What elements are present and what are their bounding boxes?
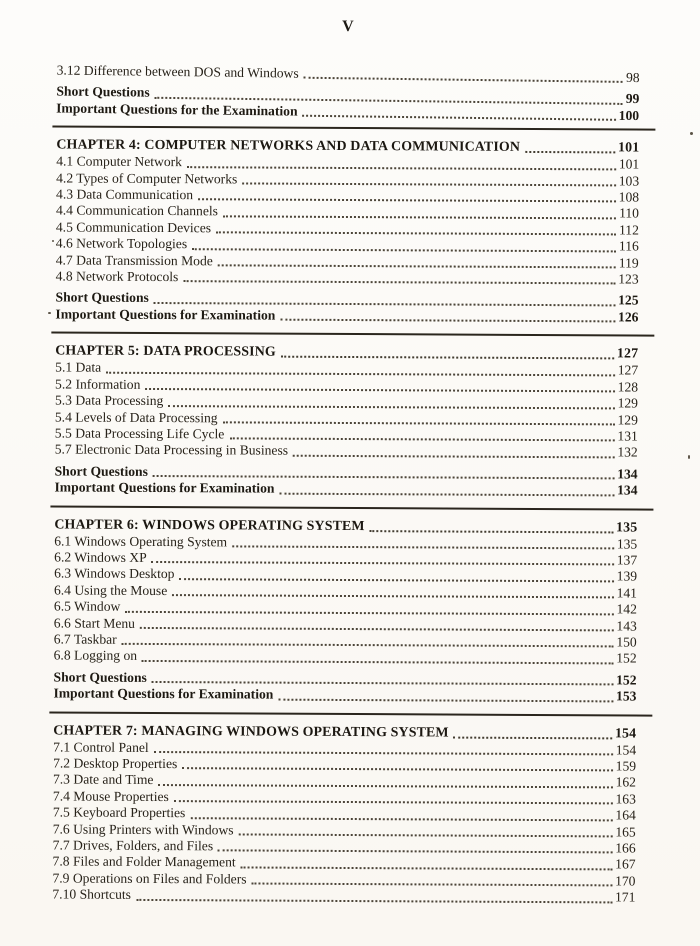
toc-section	[53, 516, 637, 705]
toc-entry-page-number: 154	[615, 742, 637, 758]
section-divider-rule	[50, 505, 653, 510]
toc-entry	[55, 442, 638, 461]
chapter-heading-label: CHAPTER 6: WINDOWS OPERATING SYSTEM	[54, 516, 365, 534]
dot-leader	[239, 833, 613, 837]
dot-leader	[525, 151, 615, 153]
toc-entry-page-number: 129	[617, 395, 639, 411]
toc-entry-page-number: 167	[615, 856, 636, 872]
toc-entry-page-number: 125	[618, 292, 639, 308]
toc-entry-label: Important Questions for the Examination	[56, 100, 298, 119]
dot-leader	[172, 594, 613, 598]
toc-entry-page-number: 152	[616, 650, 637, 666]
toc-entry-label: Short Questions	[54, 463, 148, 479]
dot-leader	[370, 530, 613, 533]
dot-leader	[190, 817, 612, 821]
dot-leader	[293, 454, 614, 458]
toc-entry-page-number: 108	[618, 189, 640, 205]
toc-content	[52, 16, 640, 906]
dot-leader	[241, 866, 613, 870]
toc-entry-label: Short Questions	[53, 669, 147, 685]
toc-entry-label: 5.5 Data Processing Life Cycle	[54, 425, 225, 442]
toc-entry-label: 5.1 Data	[55, 359, 102, 375]
toc-entry-page-number: 171	[614, 889, 636, 905]
dot-leader	[223, 215, 616, 219]
dot-leader	[154, 751, 613, 755]
dot-leader	[223, 421, 615, 425]
chapter-heading-label: CHAPTER 5: DATA PROCESSING	[55, 343, 276, 360]
dot-leader	[153, 475, 614, 479]
toc-entry-label: 4.7 Data Transmission Mode	[55, 252, 213, 268]
dot-leader	[145, 388, 614, 392]
toc-entry-label: 6.5 Window	[53, 598, 121, 614]
toc-entry	[54, 480, 637, 499]
toc-entry-label: 4.6 Network Topologies	[55, 235, 188, 252]
toc-entry-page-number: 129	[617, 411, 638, 428]
toc-entry-page-number: 153	[616, 688, 637, 704]
toc-entry-label: 6.6 Start Menu	[53, 615, 136, 631]
scan-speck	[690, 132, 693, 135]
dot-leader	[242, 182, 615, 186]
toc-entry-page-number: 126	[618, 309, 639, 325]
toc-entry-page-number: 141	[616, 585, 638, 601]
toc-entry-page-number: 165	[615, 824, 636, 840]
toc-entry-label: 6.1 Windows Operating System	[54, 532, 228, 549]
toc-entry-label: 5.3 Data Processing	[54, 392, 164, 409]
toc-entry	[57, 62, 640, 86]
toc-entry-label: 4.8 Network Protocols	[55, 268, 179, 285]
toc-entry-page-number: 139	[616, 568, 638, 584]
chapter-heading-page-number: 101	[617, 140, 640, 156]
toc-entry-page-number: 163	[615, 791, 636, 807]
toc-entry-page-number: 142	[616, 601, 637, 617]
toc-entry-label: 7.1 Control Panel	[53, 739, 149, 755]
toc-section	[55, 137, 639, 326]
chapter-heading-label: CHAPTER 7: MANAGING WINDOWS OPERATING SYSTEM	[53, 723, 449, 741]
toc-entry-label: 7.3 Date and Time	[52, 771, 154, 788]
chapter-heading-page-number: 127	[616, 346, 639, 362]
toc-entry	[55, 306, 638, 325]
toc-entry-page-number: 116	[618, 238, 639, 254]
dot-leader	[152, 561, 614, 565]
dot-leader	[140, 627, 613, 631]
toc-entry	[54, 582, 637, 601]
toc-entry-label: 7.6 Using Printers with Windows	[52, 821, 234, 838]
toc-entry-page-number: 164	[615, 807, 636, 823]
section-divider-rule	[49, 711, 652, 716]
toc-entry-label: 6.7 Taskbar	[53, 631, 117, 647]
toc-entry-label: 7.9 Operations on Files and Folders	[52, 870, 247, 887]
toc-entry-page-number: 166	[615, 840, 636, 856]
toc-entry-page-number: 134	[617, 482, 638, 498]
toc-entry-page-number: 137	[616, 552, 638, 568]
toc-entry	[53, 686, 636, 705]
toc-entry-label: 7.8 Files and Folder Management	[52, 853, 236, 870]
toc-entry-page-number: 99	[625, 91, 640, 107]
dot-leader	[229, 438, 614, 442]
toc-entry-page-number: 101	[618, 156, 640, 172]
dot-leader	[187, 166, 616, 170]
dot-leader	[168, 405, 614, 409]
toc-entry-label: Important Questions for Examination	[53, 685, 274, 702]
scan-speck	[52, 240, 54, 242]
toc-entry-label: 7.2 Desktop Properties	[53, 755, 178, 772]
toc-entry-label: Short Questions	[55, 289, 149, 306]
dot-leader	[454, 736, 612, 739]
toc-entry-label: 4.4 Communication Channels	[55, 202, 219, 219]
toc-entry-page-number: 103	[618, 173, 640, 189]
toc-entry-label: 6.8 Logging on	[53, 647, 138, 664]
toc-entry-page-number: 143	[616, 617, 637, 634]
chapter-heading	[55, 343, 638, 363]
toc-entry-label: 7.5 Keyboard Properties	[52, 804, 186, 821]
chapter-heading-page-number: 154	[614, 725, 637, 742]
toc-entry-label: 4.2 Types of Computer Networks	[56, 170, 238, 187]
toc-entry-page-number: 152	[616, 672, 637, 688]
dot-leader	[192, 248, 616, 252]
toc-sections	[52, 62, 639, 906]
toc-entry-page-number: 119	[618, 255, 639, 271]
scan-speck	[48, 312, 51, 314]
toc-entry-page-number: 159	[615, 758, 637, 774]
dot-leader	[179, 578, 613, 582]
dot-leader	[252, 883, 613, 887]
dot-leader	[232, 545, 614, 549]
toc-entry-page-number: 135	[616, 535, 638, 552]
dot-leader	[218, 850, 612, 854]
dot-leader	[154, 302, 615, 306]
dot-leader	[142, 660, 613, 664]
dot-leader	[125, 610, 613, 615]
toc-entry-page-number: 100	[618, 107, 640, 123]
toc-entry-page-number: 112	[618, 222, 639, 238]
toc-entry-page-number: 150	[616, 634, 637, 650]
toc-entry-label: 4.3 Data Communication	[56, 186, 194, 203]
toc-entry-label: 5.7 Electronic Data Processing in Business	[54, 441, 289, 459]
dot-leader	[183, 281, 615, 285]
toc-entry-page-number: 134	[617, 466, 638, 482]
page-number: V	[342, 17, 355, 36]
toc-entry	[54, 648, 637, 667]
scan-speck	[688, 455, 690, 459]
toc-entry-page-number: 128	[617, 379, 639, 395]
toc-entry-label: 7.10 Shortcuts	[52, 886, 131, 903]
dot-leader	[106, 371, 615, 376]
toc-entry-page-number: 131	[617, 428, 638, 444]
toc-entry-page-number: 170	[615, 873, 636, 889]
toc-entry-label: Important Questions for Examination	[55, 306, 276, 323]
dot-leader	[278, 698, 613, 702]
chapter-heading-page-number: 135	[616, 519, 638, 536]
toc-entry-label: 4.1 Computer Network	[56, 153, 183, 170]
dot-leader	[303, 115, 616, 121]
dot-leader	[279, 492, 614, 496]
section-divider-rule	[52, 126, 655, 131]
toc-section	[56, 62, 640, 124]
toc-entry-page-number: 123	[618, 271, 639, 287]
chapter-heading-label: CHAPTER 4: COMPUTER NETWORKS AND DATA COMMUNICATION	[56, 137, 521, 156]
toc-section	[54, 343, 638, 499]
dot-leader	[281, 356, 614, 360]
toc-entry-label: 3.12 Difference between DOS and Windows	[56, 62, 299, 81]
toc-section	[52, 722, 636, 906]
dot-leader	[182, 768, 612, 772]
dot-leader	[158, 784, 612, 788]
toc-entry-label: 6.4 Using the Mouse	[53, 582, 168, 598]
dot-leader	[174, 800, 613, 804]
toc-entry-label: 6.2 Windows XP	[54, 549, 147, 565]
toc-entry-label: 4.5 Communication Devices	[55, 219, 212, 236]
dot-leader	[198, 199, 616, 203]
toc-entry-label: 5.2 Information	[55, 376, 141, 392]
dot-leader	[216, 232, 616, 236]
dot-leader	[304, 77, 623, 83]
toc-entry-label: Important Questions for Examination	[54, 479, 275, 496]
toc-entry	[56, 269, 639, 288]
dot-leader	[280, 319, 615, 323]
toc-entry-label: 7.7 Drives, Folders, and Files	[52, 837, 214, 854]
toc-entry	[52, 870, 635, 889]
dot-leader	[152, 681, 613, 685]
toc-entry-page-number: 162	[615, 774, 637, 790]
toc-entry-label: 6.3 Windows Desktop	[54, 565, 175, 582]
toc-entry-page-number: 110	[619, 205, 640, 221]
toc-entry	[52, 887, 635, 906]
dot-leader	[218, 264, 616, 268]
toc-entry-label: Short Questions	[56, 83, 150, 101]
dot-leader	[122, 643, 614, 648]
toc-entry-label: 5.4 Levels of Data Processing	[54, 408, 218, 425]
section-divider-rule	[51, 332, 654, 337]
toc-entry-page-number: 98	[625, 69, 640, 86]
toc-entry-page-number: 132	[617, 444, 638, 460]
dot-leader	[136, 899, 612, 903]
toc-entry-label: 7.4 Mouse Properties	[52, 788, 169, 804]
toc-entry-page-number: 127	[617, 362, 639, 378]
